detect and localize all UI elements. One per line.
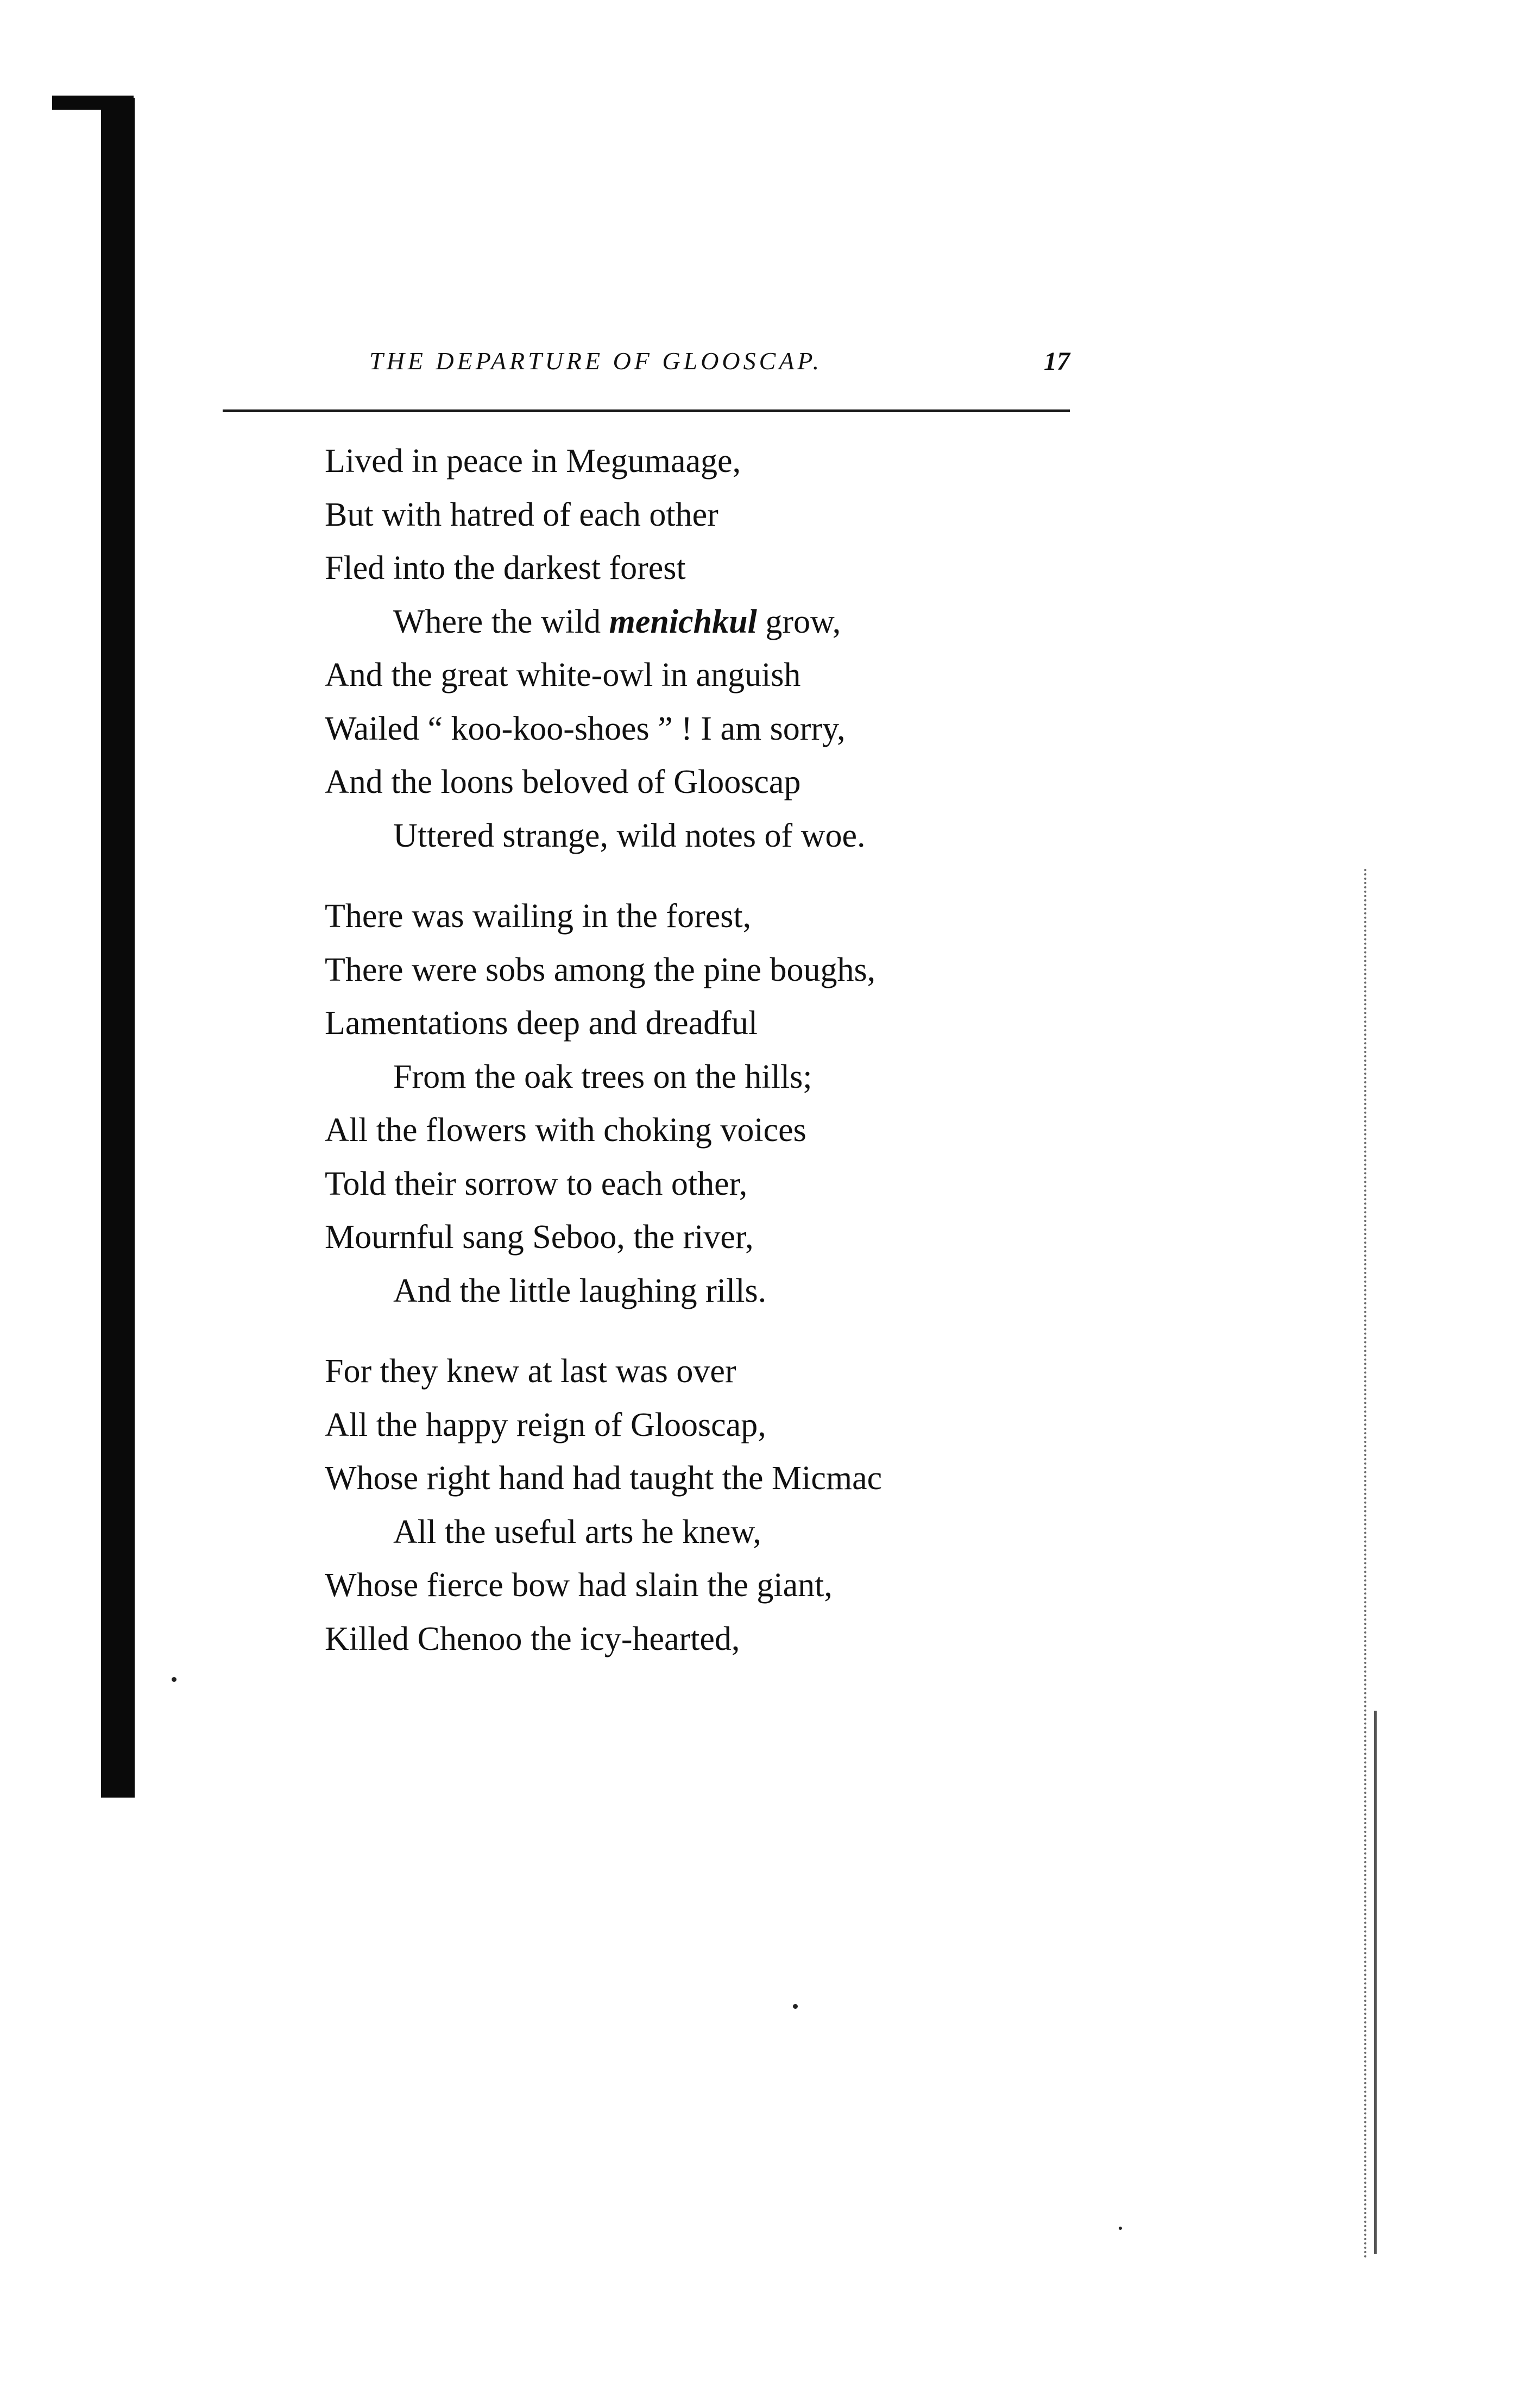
- poem-line: And the little laughing rills.: [393, 1272, 767, 1309]
- poem-line: [325, 595, 1085, 649]
- poem-line: Whose right hand had taught the Micmac: [325, 1460, 882, 1497]
- poem-line: Fled into the darkest forest: [325, 550, 686, 587]
- stanza-1: [325, 434, 1085, 862]
- scan-speck: [1119, 2227, 1122, 2230]
- stanza-2: [325, 890, 1085, 1318]
- poem-line: All the useful arts he knew,: [393, 1513, 761, 1550]
- poem-line: But with hatred of each other: [325, 496, 718, 533]
- scan-speck: [172, 1677, 176, 1682]
- scan-page-edge: [1364, 869, 1370, 2259]
- poem-line: And the loons beloved of Glooscap: [325, 764, 801, 800]
- poem-line: From the oak trees on the hills;: [393, 1058, 812, 1095]
- page-number: 17: [1044, 347, 1070, 376]
- poem-line: Told their sorrow to each other,: [325, 1165, 748, 1202]
- emphasized-word: menichkul: [609, 603, 757, 640]
- header-rule: [223, 409, 1070, 412]
- poem-line: Mournful sang Seboo, the river,: [325, 1219, 754, 1256]
- poem-line-text: grow,: [756, 603, 841, 640]
- poem-line: Lamentations deep and dreadful: [325, 1005, 758, 1042]
- scan-binding-shadow: [101, 98, 135, 1798]
- poem-line: And the great white-owl in anguish: [325, 657, 801, 694]
- poem-line: There were sobs among the pine boughs,: [325, 951, 876, 988]
- poem-line: Wailed “ koo-koo-shoes ” ! I am sorry,: [325, 710, 846, 747]
- poem-line-text: Where the wild: [393, 603, 609, 640]
- scan-page-edge-line: [1374, 1711, 1377, 2254]
- poem-line: Whose fierce bow had slain the giant,: [325, 1567, 833, 1604]
- stanza-3: [325, 1345, 1085, 1666]
- poem-line: For they knew at last was over: [325, 1353, 736, 1390]
- poem-line: All the flowers with choking voices: [325, 1112, 806, 1149]
- poem-line: All the happy reign of Glooscap,: [325, 1406, 766, 1443]
- scan-speck: [793, 2004, 798, 2009]
- poem-line: Uttered strange, wild notes of woe.: [393, 817, 866, 854]
- poem-line: Killed Chenoo the icy-hearted,: [325, 1620, 740, 1657]
- poem-line: Lived in peace in Megumaage,: [325, 443, 741, 480]
- poem-body: [325, 434, 1085, 1666]
- poem-line: There was wailing in the forest,: [325, 898, 752, 935]
- running-title: THE DEPARTURE OF GLOOSCAP.: [369, 347, 823, 375]
- running-header: [223, 346, 1070, 390]
